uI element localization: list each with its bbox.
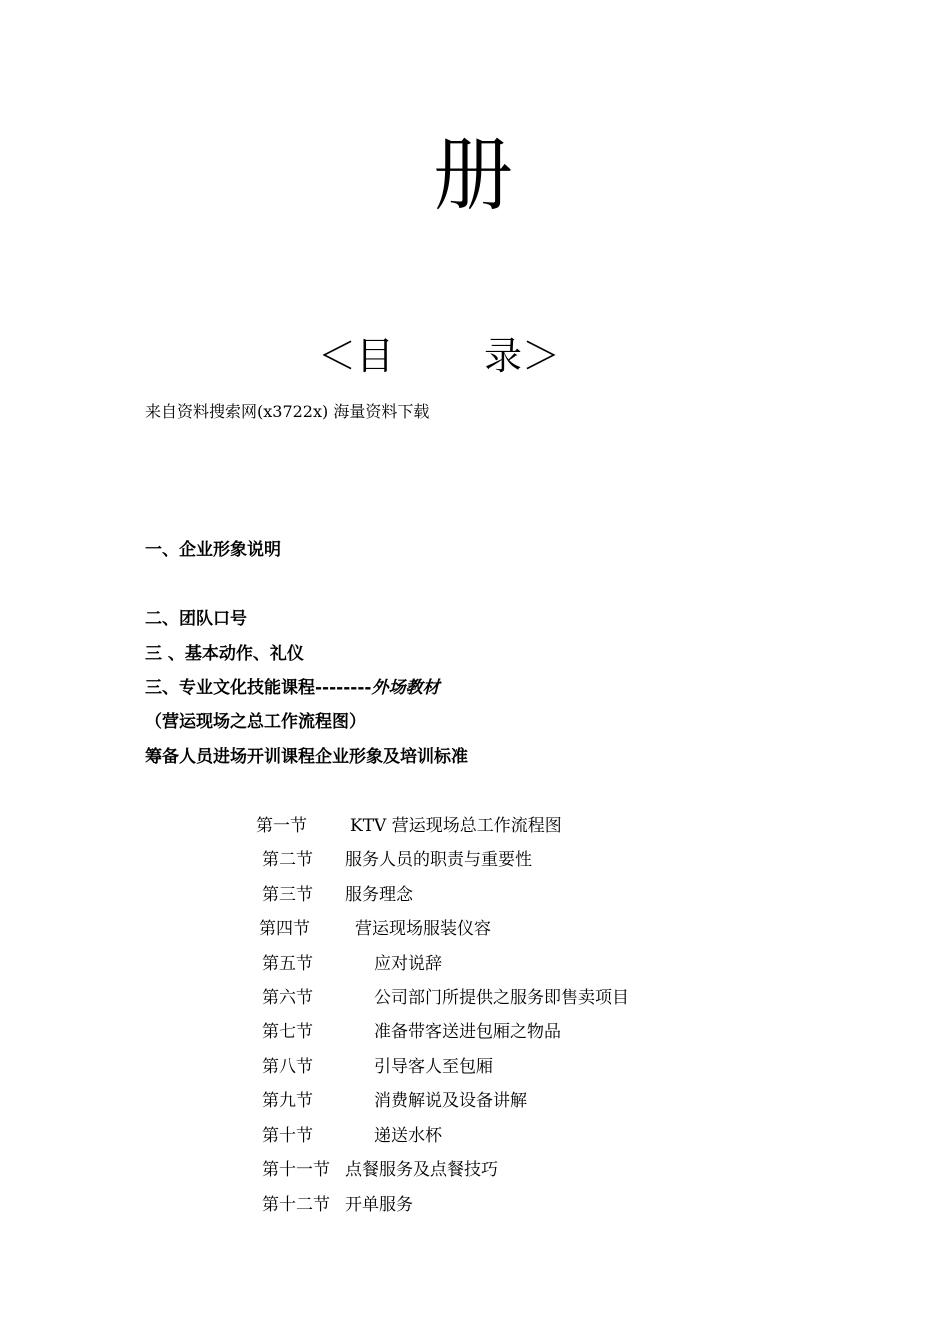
section-label: 第三节 [262, 885, 313, 905]
outline-item [145, 607, 247, 631]
cover-title-char: 册 [433, 129, 513, 222]
section-title: 开单服务 [345, 1195, 413, 1215]
section-label: 第四节 [259, 919, 310, 939]
section-title: KTV 营运现场总工作流程图 [350, 816, 562, 836]
section-label: 第二节 [262, 850, 313, 870]
section-label: 第十一节 [262, 1160, 330, 1180]
outline-item-text: 三、专业文化技能课程-------- [145, 678, 372, 698]
section-title: 消费解说及设备讲解 [374, 1091, 527, 1111]
section-label: 第十节 [262, 1126, 313, 1146]
outline-item-text: 一、企业形象说明 [145, 540, 281, 560]
outline-item [145, 642, 304, 666]
section-title: 应对说辞 [374, 954, 442, 974]
outline-item-text: （营运现场之总工作流程图） [145, 712, 366, 732]
outline-item-italic: 外场教材 [371, 678, 440, 698]
outline-item [145, 538, 281, 562]
section-label: 第五节 [262, 954, 313, 974]
section-label: 第十二节 [262, 1195, 330, 1215]
outline-item [145, 745, 468, 769]
section-title: 准备带客送进包厢之物品 [374, 1022, 561, 1042]
outline-item-text: 二、团队口号 [145, 609, 247, 629]
toc-heading-right: 录＞ [484, 334, 561, 378]
section-title: 营运现场服装仪容 [355, 919, 491, 939]
section-label: 第八节 [262, 1057, 313, 1077]
section-title: 递送水杯 [374, 1126, 442, 1146]
section-label: 第七节 [262, 1022, 313, 1042]
source-note: 来自资料搜索网(x3722x) 海量资料下载 [145, 402, 430, 421]
section-title: 引导客人至包厢 [374, 1057, 493, 1077]
section-title: 服务人员的职责与重要性 [345, 850, 532, 870]
outline-item [145, 676, 439, 700]
toc-heading [318, 330, 560, 382]
section-label: 第六节 [262, 988, 313, 1008]
outline-item-text: 筹备人员进场开训课程企业形象及培训标准 [145, 747, 468, 767]
section-label: 第九节 [262, 1091, 313, 1111]
section-label: 第一节 [256, 816, 307, 836]
toc-heading-left: ＜目 [318, 334, 395, 378]
section-title: 点餐服务及点餐技巧 [345, 1160, 498, 1180]
outline-item-text: 三 、基本动作、礼仪 [145, 644, 304, 664]
section-title: 公司部门所提供之服务即售卖项目 [374, 988, 629, 1008]
outline-item [145, 710, 366, 734]
section-title: 服务理念 [345, 885, 413, 905]
